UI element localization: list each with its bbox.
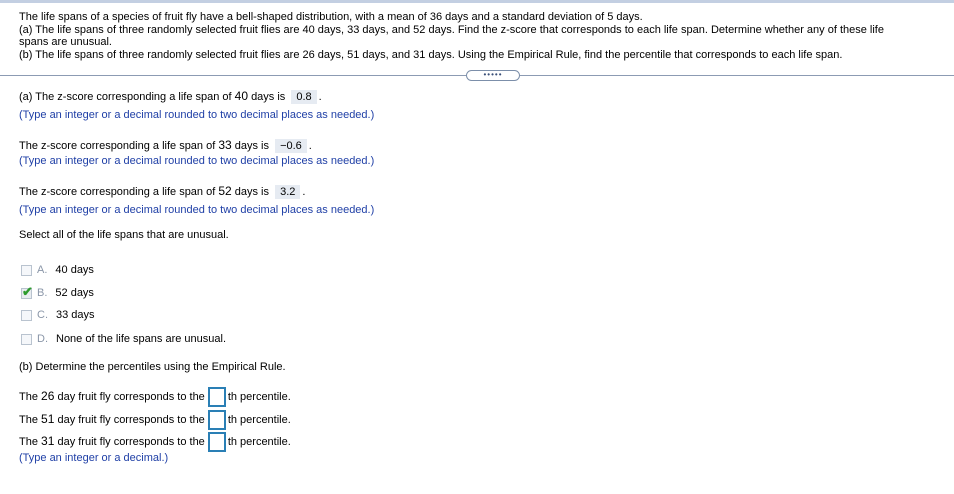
percentile-row-3: The 31 day fruit fly corresponds to the th percentile. bbox=[19, 432, 291, 452]
percentile-input-1[interactable] bbox=[208, 387, 226, 407]
option-b[interactable]: ✔ B. 52 days bbox=[22, 283, 94, 299]
option-d[interactable]: D. None of the life spans are unusual. bbox=[21, 333, 226, 345]
top-border bbox=[0, 0, 954, 3]
percentile-row-1: The 26 day fruit fly corresponds to the th percentile. bbox=[19, 387, 291, 407]
percentile-input-3[interactable] bbox=[208, 432, 226, 452]
hint-text: (Type an integer or a decimal rounded to two decimal places as needed.) bbox=[19, 204, 375, 216]
question-a2: The z-score corresponding a life span of 33 days is −0.6 . bbox=[19, 138, 312, 152]
part-b-heading: (b) Determine the percentiles using the Empirical Rule. bbox=[19, 361, 286, 373]
checkbox[interactable] bbox=[21, 265, 32, 276]
checkbox-checked[interactable] bbox=[21, 283, 33, 299]
question-a3: The z-score corresponding a life span of 52 days is 3.2 . bbox=[19, 184, 306, 198]
hint-text: (Type an integer or a decimal rounded to two decimal places as needed.) bbox=[19, 155, 375, 167]
answer-box-a1[interactable]: 0.8 bbox=[291, 90, 316, 104]
problem-line: (b) The life spans of three randomly selected fruit flies are 26 days, 51 days, and 31 days. Using the Empirical Rule, find the percentile that corresponds to each life span. bbox=[19, 48, 843, 61]
answer-box-a2[interactable]: −0.6 bbox=[275, 139, 307, 153]
checkmark-icon: ✔ bbox=[22, 283, 33, 299]
problem-line: spans are unusual. bbox=[19, 36, 112, 48]
expand-problem-button[interactable]: ••••• bbox=[466, 70, 520, 81]
checkbox[interactable] bbox=[21, 334, 32, 345]
hint-text: (Type an integer or a decimal rounded to two decimal places as needed.) bbox=[19, 109, 375, 121]
percentile-input-2[interactable] bbox=[208, 410, 226, 430]
question-a1: (a) The z-score corresponding a life span of 40 days is 0.8 . bbox=[19, 89, 322, 103]
option-a[interactable]: A. 40 days bbox=[21, 264, 94, 276]
problem-line: (a) The life spans of three randomly selected fruit flies are 40 days, 33 days, and 52 days. Find the z-score that corresponds to each life span. Determine whether any of these life bbox=[19, 23, 884, 36]
problem-statement bbox=[19, 11, 944, 61]
checkbox[interactable] bbox=[21, 310, 32, 321]
answer-box-a3[interactable]: 3.2 bbox=[275, 185, 300, 199]
hint-text-b: (Type an integer or a decimal.) bbox=[19, 452, 169, 464]
problem-line: The life spans of a species of fruit fly have a bell-shaped distribution, with a mean of 36 days and a standard deviation of 5 days. bbox=[19, 11, 643, 23]
option-c[interactable]: C. 33 days bbox=[21, 309, 95, 321]
select-prompt: Select all of the life spans that are unusual. bbox=[19, 229, 229, 241]
percentile-row-2: The 51 day fruit fly corresponds to the th percentile. bbox=[19, 410, 291, 430]
